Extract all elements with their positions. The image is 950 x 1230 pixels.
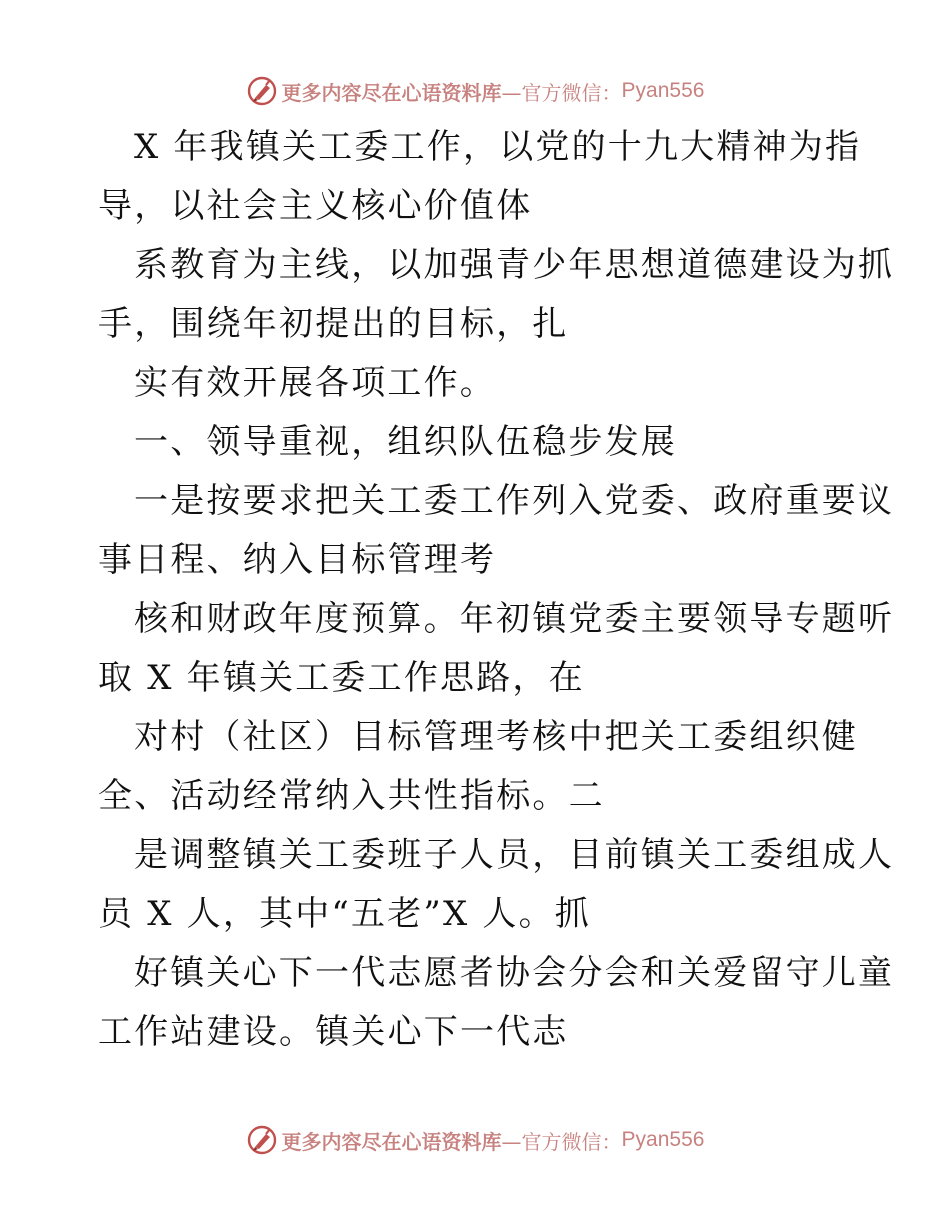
watermark-subtitle: —官方微信： <box>501 1129 622 1154</box>
text-line: 导，以社会主义核心价值体 <box>98 186 533 226</box>
pen-logo-icon <box>246 1124 278 1156</box>
text-line: 一是按要求把关工委工作列入党委、政府重要议 <box>134 481 895 521</box>
footer-watermark <box>0 1120 950 1160</box>
text-line: 对村（社区）目标管理考核中把关工委组织健 <box>134 717 858 757</box>
header-watermark <box>0 71 950 111</box>
text-line: 系教育为主线，以加强青少年思想道德建设为抓 <box>134 245 895 285</box>
watermark-subtitle: —官方微信： <box>501 80 622 105</box>
pen-logo-icon <box>246 75 278 107</box>
text-line: 手，围绕年初提出的目标，扎 <box>98 304 569 344</box>
watermark-title: 更多内容尽在心语资料库 <box>281 1129 502 1154</box>
text-line: 员 X 人，其中“五老”X 人。抓 <box>98 894 591 934</box>
text-line: 事日程、纳入目标管理考 <box>98 540 497 580</box>
watermark-wechat-id: Pyan556 <box>621 1128 705 1151</box>
watermark-title: 更多内容尽在心语资料库 <box>281 80 502 105</box>
section-heading: 一、领导重视，组织队伍稳步发展 <box>134 422 677 462</box>
text-line: 全、活动经常纳入共性指标。二 <box>98 776 605 816</box>
text-line: X 年我镇关工委工作，以党的十九大精神为指 <box>134 127 862 167</box>
watermark-wechat-id: Pyan556 <box>621 79 705 102</box>
text-line: 是调整镇关工委班子人员，目前镇关工委组成人 <box>134 835 895 875</box>
text-line: 取 X 年镇关工委工作思路，在 <box>98 658 585 698</box>
text-line: 核和财政年度预算。年初镇党委主要领导专题听 <box>134 599 895 639</box>
text-line: 工作站建设。镇关心下一代志 <box>98 1012 569 1052</box>
text-line: 实有效开展各项工作。 <box>134 363 496 403</box>
text-line: 好镇关心下一代志愿者协会分会和关爱留守儿童 <box>134 953 895 993</box>
